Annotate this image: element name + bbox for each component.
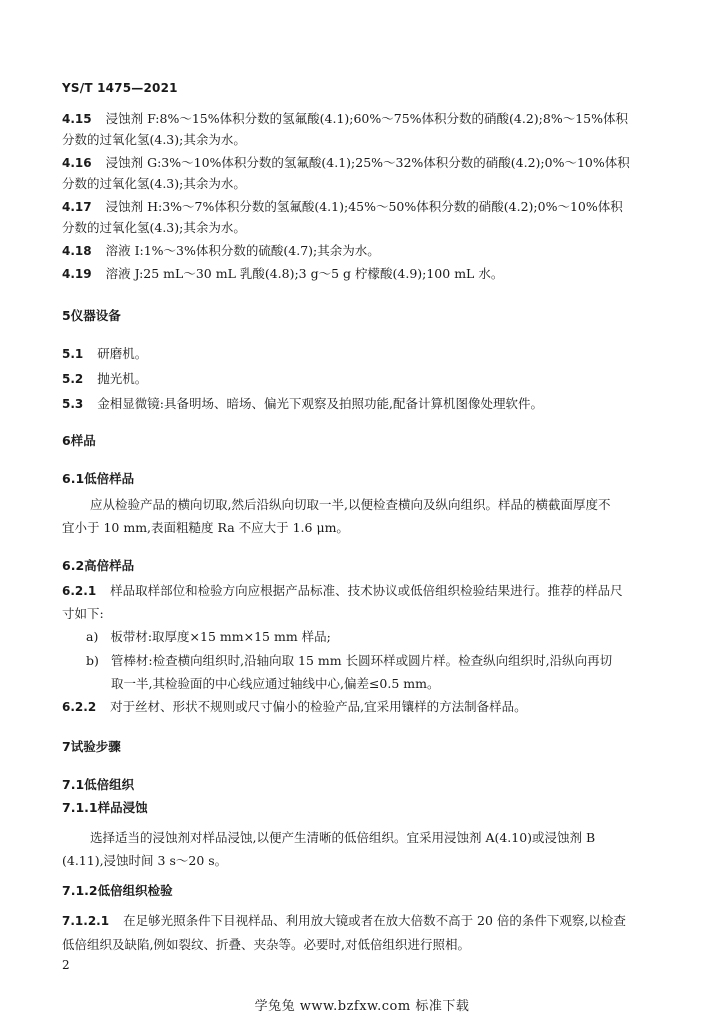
clause-text: 浸蚀剂 H:3%～7%体积分数的氢氟酸(4.1);45%～50%体积分数的硝酸(4.2);0%～10%体积 (105, 199, 623, 214)
clause-text: 浸蚀剂 G:3%～10%体积分数的氢氟酸(4.1);25%～32%体积分数的硝酸(4.2);0%～10%体积 (105, 155, 630, 170)
text-line (86, 653, 612, 669)
standard-number: YS/T 1475—2021 (62, 81, 178, 95)
clause-text: 研磨机。 (97, 346, 148, 361)
text-line (62, 583, 623, 599)
text-line (62, 520, 349, 536)
clause-number: 7.1 (62, 777, 85, 792)
text-line (90, 497, 610, 513)
clause-number: 6.1 (62, 471, 85, 486)
text-line (62, 371, 147, 387)
heading-text: 试验步骤 (70, 739, 121, 754)
clause-text: 板带材:取厚度×15 mm×15 mm 样品; (110, 629, 331, 644)
clause-number: 5.3 (62, 397, 84, 411)
text-line (62, 699, 527, 715)
clause-text: 在足够光照条件下目视样品、利用放大镜或者在放大倍数不高于 20 倍的条件下观察,以检查 (123, 913, 626, 928)
clause-text: 分数的过氧化氢(4.3);其余为水。 (62, 220, 246, 235)
heading-text: 高倍样品 (84, 558, 135, 573)
heading-text: 低倍组织 (84, 777, 135, 792)
clause-text: 取一半,其检验面的中心线应通过轴线中心,偏差≤0.5 mm。 (111, 676, 440, 691)
section-heading (62, 471, 134, 487)
text-line (111, 676, 439, 692)
text-line (62, 155, 630, 171)
clause-number: 6 (62, 433, 71, 448)
clause-text: 溶液 J:25 mL～30 mL 乳酸(4.8);3 g～5 g 柠檬酸(4.9);100 mL 水。 (105, 266, 504, 281)
text-line (62, 220, 246, 236)
clause-text: 金相显微镜:具备明场、暗场、偏光下观察及拍照功能,配备计算机图像处理软件。 (97, 396, 543, 411)
text-line (62, 937, 470, 953)
text-line (62, 199, 623, 215)
clause-text: 低倍组织及缺陷,例如裂纹、折叠、夹杂等。必要时,对低倍组织进行照相。 (62, 937, 470, 952)
clause-number: 5.1 (62, 347, 84, 361)
clause-number: 6.2.2 (62, 700, 97, 714)
text-line (62, 111, 628, 127)
text-line (62, 853, 227, 869)
footer-watermark: 学兔兔 www.bzfxw.com 标准下载 (254, 999, 470, 1014)
text-line (86, 629, 331, 645)
clause-number: 7.1.1 (62, 800, 98, 815)
clause-text: (4.11),浸蚀时间 3 s～20 s。 (62, 853, 228, 868)
section-heading (62, 558, 134, 574)
text-line (62, 346, 147, 362)
text-line (62, 176, 246, 192)
clause-text: 选择适当的浸蚀剂对样品浸蚀,以便产生清晰的低倍组织。宜采用浸蚀剂 A(4.10)或浸蚀剂 B (90, 830, 596, 845)
clause-text: 溶液 I:1%～3%体积分数的硫酸(4.7);其余为水。 (105, 243, 380, 258)
clause-text: 分数的过氧化氢(4.3);其余为水。 (62, 132, 246, 147)
clause-text: 应从检验产品的横向切取,然后沿纵向切取一半,以便检查横向及纵向组织。样品的横截面厚度不 (90, 497, 611, 512)
heading-text: 样品 (70, 433, 96, 448)
clause-text: 对于丝材、形状不规则或尺寸偏小的检验产品,宜采用镶样的方法制备样品。 (110, 699, 527, 714)
heading-text: 样品浸蚀 (97, 800, 148, 815)
section-heading (62, 800, 148, 816)
section-heading (62, 883, 173, 899)
clause-text: 分数的过氧化氢(4.3);其余为水。 (62, 176, 246, 191)
heading-text: 仪器设备 (70, 308, 121, 323)
section-heading (62, 777, 134, 793)
clause-number: 4.17 (62, 200, 92, 214)
clause-text: 寸如下: (62, 606, 104, 621)
page-number: 2 (62, 958, 70, 972)
clause-number: 4.18 (62, 244, 92, 258)
text-line (90, 830, 595, 846)
clause-number: 5.2 (62, 372, 84, 386)
clause-number: 6.2 (62, 558, 85, 573)
clause-text: 样品取样部位和检验方向应根据产品标准、技术协议或低倍组织检验结果进行。推荐的样品尺 (110, 583, 623, 598)
clause-text: 浸蚀剂 F:8%～15%体积分数的氢氟酸(4.1);60%～75%体积分数的硝酸(4.2);8%～15%体积 (105, 111, 629, 126)
section-heading (62, 433, 96, 449)
clause-number: 7.1.2.1 (62, 914, 110, 928)
heading-text: 低倍样品 (84, 471, 135, 486)
clause-number: 7.1.2 (62, 883, 98, 898)
clause-number: b) (86, 653, 99, 668)
clause-number: a) (86, 629, 99, 644)
text-line (62, 396, 543, 412)
clause-number: 7 (62, 739, 71, 754)
heading-text: 低倍组织检验 (97, 883, 173, 898)
section-heading (62, 739, 121, 755)
text-line (62, 243, 380, 259)
clause-number: 4.19 (62, 267, 92, 281)
clause-text: 宜小于 10 mm,表面粗糙度 Ra 不应大于 1.6 μm。 (62, 520, 349, 535)
clause-number: 4.16 (62, 156, 92, 170)
clause-number: 5 (62, 308, 71, 323)
clause-text: 抛光机。 (97, 371, 148, 386)
section-heading (62, 308, 121, 324)
text-line (62, 913, 626, 929)
clause-text: 管棒材:检查横向组织时,沿轴向取 15 mm 长圆环样或圆片样。检查纵向组织时,沿纵向再切 (110, 653, 613, 668)
text-line (62, 132, 246, 148)
clause-number: 6.2.1 (62, 584, 97, 598)
text-line (62, 266, 503, 282)
clause-number: 4.15 (62, 112, 92, 126)
text-line (62, 606, 104, 622)
